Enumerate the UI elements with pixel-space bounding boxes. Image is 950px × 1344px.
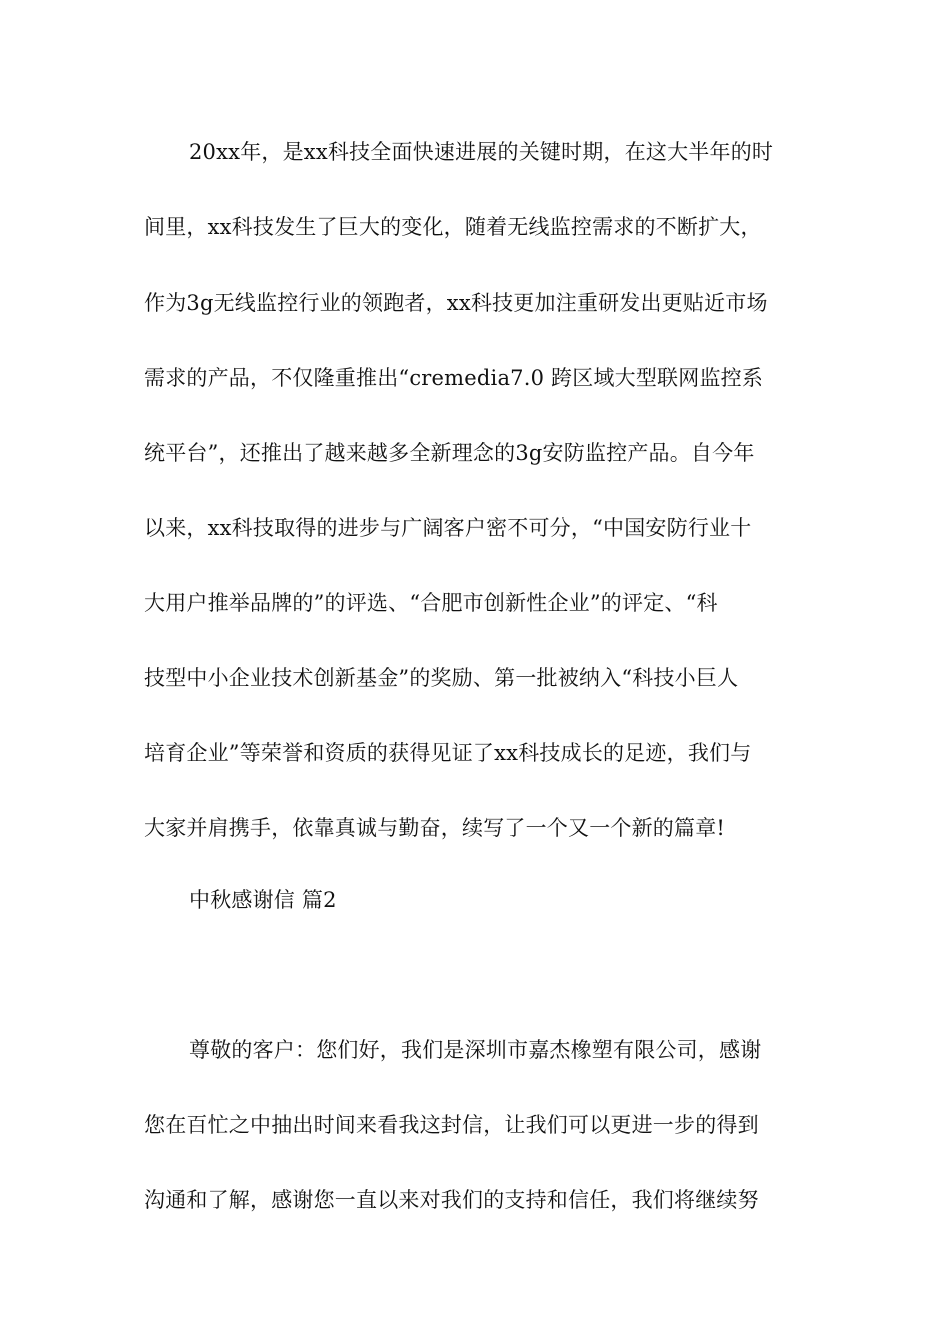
paragraph-1-line-7: 大用户推举品牌的”的评选、“合肥市创新性企业”的评定、“科 — [144, 591, 718, 615]
paragraph-1-line-3: 作为3g无线监控行业的领跑者，xx科技更加注重研发出更贴近市场 — [144, 291, 768, 315]
paragraph-1-line-6: 以来，xx科技取得的进步与广阔客户密不可分，“中国安防行业十 — [144, 516, 752, 540]
section-title: 中秋感谢信 篇2 — [189, 888, 337, 912]
paragraph-1-line-9: 培育企业”等荣誉和资质的获得见证了xx科技成长的足迹，我们与 — [144, 741, 752, 765]
paragraph-2-line-2: 您在百忙之中抽出时间来看我这封信，让我们可以更进一步的得到 — [144, 1113, 759, 1137]
paragraph-2-line-3: 沟通和了解，感谢您一直以来对我们的支持和信任，我们将继续努 — [144, 1188, 759, 1212]
paragraph-1-line-4: 需求的产品，不仅隆重推出“cremedia7.0 跨区域大型联网监控系 — [144, 366, 764, 390]
paragraph-2-line-1: 尊敬的客户：您们好，我们是深圳市嘉杰橡塑有限公司，感谢 — [189, 1038, 762, 1062]
paragraph-1-line-10: 大家并肩携手，依靠真诚与勤奋，续写了一个又一个新的篇章! — [144, 816, 726, 840]
paragraph-1-line-1: 20xx年，是xx科技全面快速进展的关键时期，在这大半年的时 — [189, 140, 774, 164]
paragraph-1-line-2: 间里，xx科技发生了巨大的变化，随着无线监控需求的不断扩大， — [144, 215, 762, 239]
paragraph-1-line-5: 统平台”，还推出了越来越多全新理念的3g安防监控产品。自今年 — [144, 441, 755, 465]
paragraph-1-line-8: 技型中小企业技术创新基金”的奖励、第一批被纳入“科技小巨人 — [144, 666, 739, 690]
